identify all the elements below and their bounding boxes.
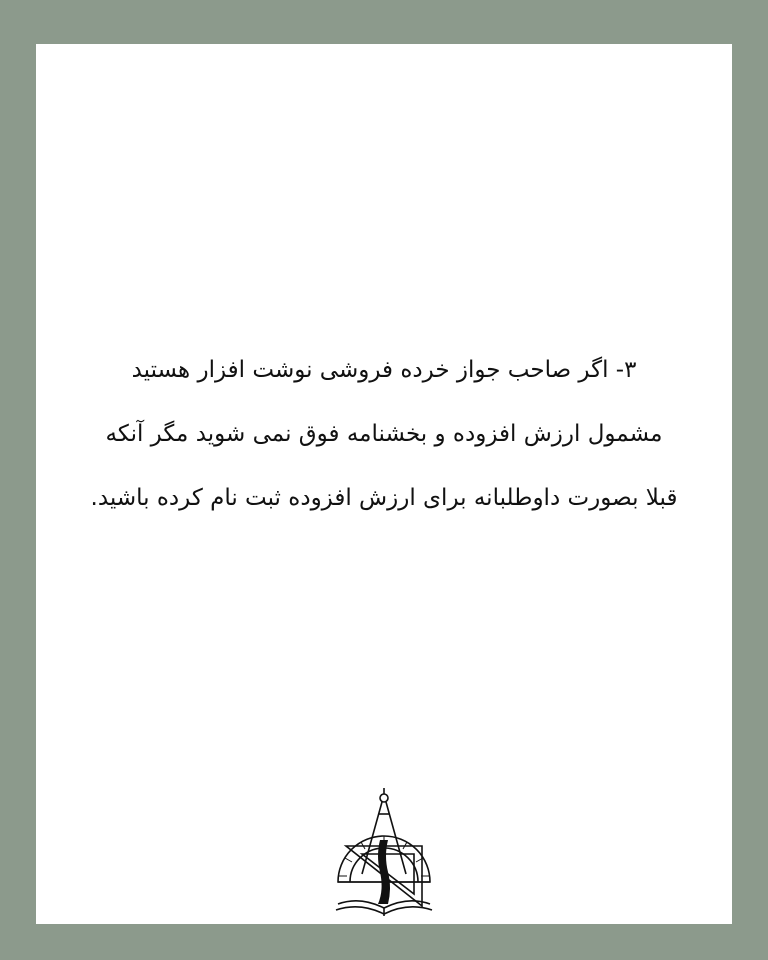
text-line-1: ٣- اگر صاحب جواز خرده فروشی نوشت افزار هستید: [131, 357, 637, 383]
text-line-2: مشمول ارزش افزوده و بخشنامه فوق نمی شوید مگر آنکه: [105, 421, 663, 447]
content-card: [36, 44, 732, 924]
announcement-text: [36, 338, 732, 530]
compass-protractor-book-emblem-icon: [332, 786, 436, 918]
text-line-3: قبلا بصورت داوطلبانه برای ارزش افزوده ثبت نام کرده باشید.: [90, 485, 678, 511]
